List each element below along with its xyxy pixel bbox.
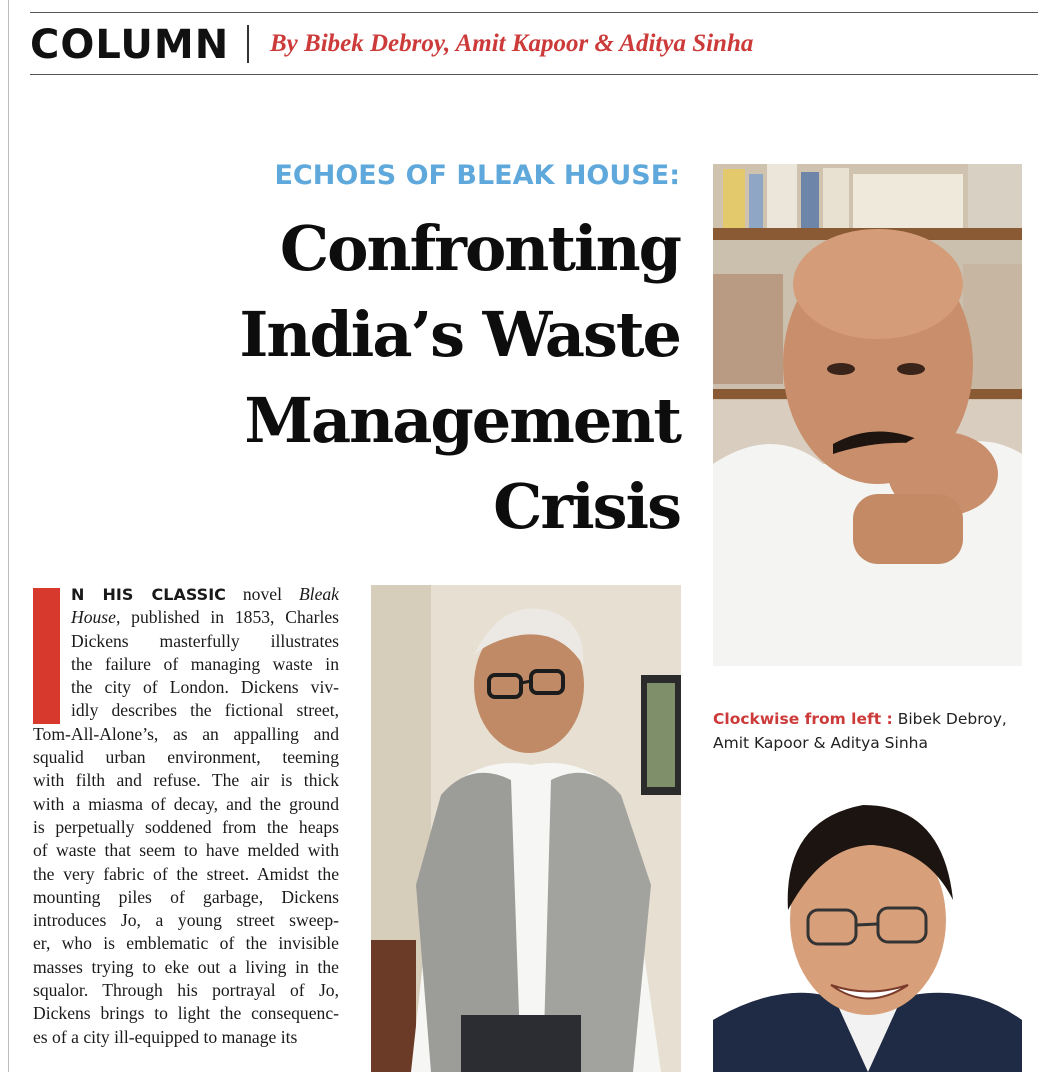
- lead-in: N HIS CLASSIC: [71, 585, 226, 604]
- body-line: [33, 1026, 339, 1049]
- author-photo-kapoor: [713, 164, 1022, 666]
- headline-line: Confronting: [279, 212, 680, 285]
- body-text-segment: squalor. Through his portrayal of Jo,: [33, 980, 339, 1001]
- body-line: [33, 746, 339, 769]
- body-line: [33, 863, 339, 886]
- page-margin-rule: [8, 0, 9, 1072]
- kicker: ECHOES OF BLEAK HOUSE:: [274, 160, 680, 191]
- body-text-segment: idly describes the fictional street,: [71, 700, 339, 721]
- body-text-segment: the very fabric of the street. Amidst the: [33, 863, 339, 884]
- headline-line: Crisis: [493, 470, 680, 543]
- caption-text: Bibek Debroy, Amit Kapoor & Aditya Sinha: [713, 710, 1007, 752]
- body-line: [33, 816, 339, 839]
- body-line: [33, 886, 339, 909]
- body-line: [33, 909, 339, 932]
- body-text-segment: Dickens brings to light the consequenc-: [33, 1003, 339, 1024]
- body-line: [33, 956, 339, 979]
- header-bottom-rule: [30, 74, 1038, 75]
- body-text-segment: with a miasma of decay, and the ground: [33, 793, 339, 814]
- headline-line: India’s Waste: [239, 298, 680, 371]
- body-text-segment: Bleak: [298, 584, 339, 604]
- body-line: [33, 630, 339, 653]
- body-line: [33, 769, 339, 792]
- header-separator: [247, 25, 249, 63]
- body-text-segment: with filth and refuse. The air is thick: [33, 770, 339, 791]
- body-line: [33, 606, 339, 629]
- body-line: [33, 932, 339, 955]
- body-text-segment: of waste that seem to have melded with: [33, 840, 339, 861]
- headline: [140, 206, 680, 550]
- body-text-segment: novel: [225, 584, 299, 604]
- body-text-segment: mounting piles of garbage, Dickens: [33, 886, 339, 907]
- body-line: [33, 793, 339, 816]
- body-text-segment: masses trying to eke out a living in the: [33, 956, 339, 977]
- body-text-segment: er, who is emblematic of the invisible: [33, 933, 339, 954]
- section-label: COLUMN: [30, 22, 230, 68]
- body-text-segment: is perpetually soddened from the heaps: [33, 816, 339, 837]
- body-line: [33, 1002, 339, 1025]
- body-text-segment: , published in 1853, Charles: [115, 607, 339, 628]
- body-text-segment: es of a city ill-equipped to manage its: [33, 1026, 298, 1047]
- body-text-segment: squalid urban environment, teeming: [33, 747, 339, 768]
- header-top-rule: [30, 12, 1038, 13]
- body-line: [33, 653, 339, 676]
- author-photo-sinha: [713, 780, 1022, 1072]
- article-body: [33, 583, 339, 1049]
- body-line: [33, 699, 339, 722]
- body-line: [33, 839, 339, 862]
- caption-label: Clockwise from left :: [713, 710, 893, 728]
- photo-caption: [713, 707, 1033, 755]
- author-photo-debroy: [371, 585, 681, 1072]
- body-line: [33, 723, 339, 746]
- body-line: [33, 676, 339, 699]
- body-line: [33, 583, 339, 606]
- byline: By Bibek Debroy, Amit Kapoor & Aditya Sinha: [270, 30, 754, 57]
- body-text-segment: Tom-All-Alone’s, as an appalling and: [33, 723, 339, 744]
- body-line: [33, 979, 339, 1002]
- body-text-segment: House: [71, 607, 116, 628]
- body-text-segment: the city of London. Dickens viv-: [71, 677, 339, 698]
- body-text-segment: introduces Jo, a young street sweep-: [33, 910, 339, 931]
- body-text-segment: the failure of managing waste in: [71, 653, 339, 674]
- headline-line: Management: [244, 384, 680, 457]
- body-text-segment: Dickens masterfully illustrates: [71, 630, 339, 651]
